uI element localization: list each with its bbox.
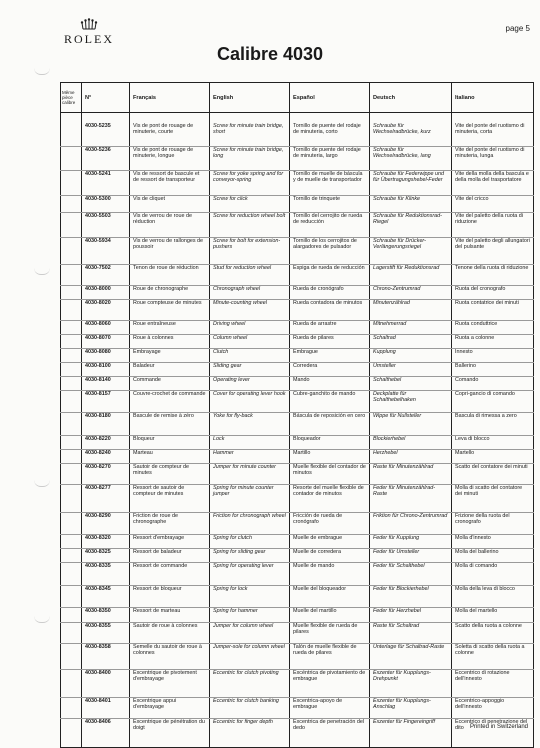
- cell-fr: Commande: [130, 377, 210, 391]
- cell-en: Lock: [210, 436, 290, 450]
- cell-de: Feder für Herzhebel: [370, 608, 452, 623]
- cell-code: 4030-5934: [82, 238, 130, 265]
- cell-same: [61, 238, 82, 265]
- table-row: [61, 363, 534, 377]
- cell-en: Screw for bolt for extension-pushers: [210, 238, 290, 265]
- cell-es: Fricción de rueda de cronógrafo: [290, 513, 370, 535]
- cell-es: Rueda de arrastre: [290, 321, 370, 335]
- cell-es: Mando: [290, 377, 370, 391]
- cell-es: Espiga de rueda de reducción: [290, 265, 370, 286]
- cell-en: Screw for minute train bridge, short: [210, 123, 290, 147]
- cell-es: Excentrica-apoyo de embrague: [290, 698, 370, 719]
- cell-code: 4030-8277: [82, 485, 130, 513]
- col-french: Français: [130, 83, 210, 113]
- cell-en: Column wheel: [210, 335, 290, 349]
- table-row: [61, 586, 534, 608]
- cell-it: Molla di scatto del contatore dei minuti: [452, 485, 534, 513]
- col-same-part: Même pièce calibre: [61, 83, 82, 113]
- table-row: [61, 623, 534, 644]
- cell-same: [61, 623, 82, 644]
- table-row: [61, 464, 534, 485]
- cell-same: [61, 213, 82, 238]
- cell-same: [61, 670, 82, 698]
- cell-code: 4030-8350: [82, 608, 130, 623]
- table-row: [61, 698, 534, 719]
- cell-code: 4030-8345: [82, 586, 130, 608]
- cell-fr: Semelle du sautoir de roue à colonnes: [130, 644, 210, 670]
- cell-en: Chronograph wheel: [210, 286, 290, 300]
- spacer-cell: [290, 113, 370, 124]
- cell-code: 4030-8240: [82, 450, 130, 464]
- cell-same: [61, 300, 82, 321]
- table-row: [61, 377, 534, 391]
- cell-it: Ballerino: [452, 363, 534, 377]
- cell-de: Lagerstift für Reduktionsrad: [370, 265, 452, 286]
- cell-code: 4030-8080: [82, 349, 130, 363]
- cell-same: [61, 391, 82, 413]
- cell-it: Molla del martello: [452, 608, 534, 623]
- table-row: [61, 563, 534, 586]
- cell-fr: Excentrique appui d'embrayage: [130, 698, 210, 719]
- table-row: [61, 171, 534, 196]
- cell-it: Vite del paletto degli allungatori del pulsante: [452, 238, 534, 265]
- cell-code: 4030-8070: [82, 335, 130, 349]
- cell-es: Tornillo de puente del rodaje de minuteria, largo: [290, 147, 370, 171]
- table-row: [61, 670, 534, 698]
- cell-es: Tornillo de los cerrojitos de alargadores de pulsador: [290, 238, 370, 265]
- cell-es: Tornillo de puente del rodaje de minuteria, corto: [290, 123, 370, 147]
- cell-code: 4030-8020: [82, 300, 130, 321]
- cell-de: Feder für Minutenzählrad-Raste: [370, 485, 452, 513]
- cell-en: Spring for clutch: [210, 535, 290, 549]
- cell-de: Schraube für Wechselradbrücke, lang: [370, 147, 452, 171]
- cell-it: Molla del ballerino: [452, 549, 534, 563]
- cell-fr: Baladeur: [130, 363, 210, 377]
- cell-de: Feder für Schalthebel: [370, 563, 452, 586]
- cell-same: [61, 349, 82, 363]
- cell-en: Screw for click: [210, 196, 290, 213]
- cell-code: 4030-8401: [82, 698, 130, 719]
- cell-de: Unterlage für Schaltrad-Raste: [370, 644, 452, 670]
- crown-icon: [80, 18, 98, 31]
- table-header: [61, 83, 534, 113]
- cell-fr: Sautoir de compteur de minutes: [130, 464, 210, 485]
- cell-same: [61, 363, 82, 377]
- cell-en: Clutch: [210, 349, 290, 363]
- cell-de: Schaltrad: [370, 335, 452, 349]
- cell-de: Feder für Kupplung: [370, 535, 452, 549]
- col-number: N°: [82, 83, 130, 113]
- cell-same: [61, 644, 82, 670]
- cell-code: 4030-8140: [82, 377, 130, 391]
- cell-de: Herzhebel: [370, 450, 452, 464]
- cell-code: 4030-8220: [82, 436, 130, 450]
- cell-same: [61, 171, 82, 196]
- cell-fr: Ressort d'embrayage: [130, 535, 210, 549]
- cell-code: 4030-8180: [82, 413, 130, 436]
- table-row: [61, 485, 534, 513]
- cell-en: Eccentric for clutch banking: [210, 698, 290, 719]
- cell-code: 4030-7502: [82, 265, 130, 286]
- cell-same: [61, 265, 82, 286]
- cell-en: Screw for yoke spring and for conveyor-spring: [210, 171, 290, 196]
- cell-de: Schraube für Drücker-Verlängerungsriegel: [370, 238, 452, 265]
- table-row: [61, 213, 534, 238]
- cell-de: Schraube für Federwippe und für Übertragungshebel-Feder: [370, 171, 452, 196]
- cell-en: Cover for operating lever hook: [210, 391, 290, 413]
- cell-fr: Vis de pont de rouage de minuterie, courte: [130, 123, 210, 147]
- spacer-cell: [452, 113, 534, 124]
- cell-same: [61, 608, 82, 623]
- table-row: [61, 719, 534, 748]
- cell-es: Tornillo de muelle de báscula y de muelle de transportador: [290, 171, 370, 196]
- table-row: [61, 265, 534, 286]
- table-row: [61, 413, 534, 436]
- page-number: page 5: [505, 24, 530, 33]
- cell-en: Jumper-sole for column wheel: [210, 644, 290, 670]
- cell-de: Raste für Minutenzählrad: [370, 464, 452, 485]
- cell-fr: Excentrique de pénétration du doigt: [130, 719, 210, 748]
- cell-same: [61, 335, 82, 349]
- cell-de: Blockierhebel: [370, 436, 452, 450]
- table-row: [61, 549, 534, 563]
- parts-table: [60, 82, 534, 748]
- cell-en: Spring for lock: [210, 586, 290, 608]
- cell-en: Friction for chronograph wheel: [210, 513, 290, 535]
- cell-fr: Ressort de sautoir de compteur de minutes: [130, 485, 210, 513]
- brand-name: ROLEX: [64, 32, 114, 46]
- cell-es: Resorte del muelle flexible de contador de minutos: [290, 485, 370, 513]
- spacer-cell: [210, 113, 290, 124]
- cell-it: Bascula di rimessa a zero: [452, 413, 534, 436]
- cell-it: Innesto: [452, 349, 534, 363]
- page-title: Calibre 4030: [216, 44, 324, 64]
- cell-same: [61, 123, 82, 147]
- cell-same: [61, 549, 82, 563]
- cell-de: Chrono-Zentrumrad: [370, 286, 452, 300]
- cell-same: [61, 586, 82, 608]
- punch-hole: [34, 268, 50, 275]
- cell-it: Molla di comando: [452, 563, 534, 586]
- cell-same: [61, 377, 82, 391]
- cell-fr: Excentrique de pivotement d'embrayage: [130, 670, 210, 698]
- table-row: [61, 513, 534, 535]
- cell-fr: Embrayage: [130, 349, 210, 363]
- cell-de: Minutenzählrad: [370, 300, 452, 321]
- cell-es: Tornillo del cerrojito de rueda de reducción: [290, 213, 370, 238]
- cell-en: Spring for sliding gear: [210, 549, 290, 563]
- cell-en: Screw for minute train bridge, long: [210, 147, 290, 171]
- cell-code: 4030-8320: [82, 535, 130, 549]
- cell-fr: Vis de verrou de roue de réduction: [130, 213, 210, 238]
- cell-same: [61, 563, 82, 586]
- table-row: [61, 349, 534, 363]
- cell-code: 4030-8060: [82, 321, 130, 335]
- cell-code: 4030-8406: [82, 719, 130, 748]
- cell-fr: Tenon de roue de réduction: [130, 265, 210, 286]
- cell-it: Eccentrico di penetrazione del dito: [452, 719, 534, 748]
- cell-fr: Ressort de bloqueur: [130, 586, 210, 608]
- spacer-cell: [370, 113, 452, 124]
- table-row: [61, 196, 534, 213]
- cell-en: Eccentric for clutch pivoting: [210, 670, 290, 698]
- cell-fr: Ressort de baladeur: [130, 549, 210, 563]
- cell-it: Scatto della ruota a colonne: [452, 623, 534, 644]
- spacer-cell: [130, 113, 210, 124]
- cell-fr: Bloqueur: [130, 436, 210, 450]
- cell-de: Wippe für Nullsteller: [370, 413, 452, 436]
- cell-code: 4030-8325: [82, 549, 130, 563]
- cell-code: 4030-5503: [82, 213, 130, 238]
- cell-it: Vite del cricco: [452, 196, 534, 213]
- cell-it: Ruota a colonne: [452, 335, 534, 349]
- col-italian: Italiano: [452, 83, 534, 113]
- cell-de: Schraube für Klinke: [370, 196, 452, 213]
- cell-es: Muelle del martillo: [290, 608, 370, 623]
- cell-fr: Roue de chronographe: [130, 286, 210, 300]
- table-row: [61, 335, 534, 349]
- cell-same: [61, 464, 82, 485]
- cell-es: Rueda contadora de minutos: [290, 300, 370, 321]
- cell-fr: Bascule de remise à zéro: [130, 413, 210, 436]
- cell-es: Excentrica de penetración del dedo: [290, 719, 370, 748]
- cell-en: Eccentric for finger depth: [210, 719, 290, 748]
- cell-fr: Vis de verrou de rallonges de poussoir: [130, 238, 210, 265]
- table-row: [61, 286, 534, 300]
- cell-it: Scatto del contatore dei minuti: [452, 464, 534, 485]
- cell-code: 4030-8100: [82, 363, 130, 377]
- cell-it: Copri-gancio di comando: [452, 391, 534, 413]
- cell-same: [61, 321, 82, 335]
- cell-es: Rueda de cronógrafo: [290, 286, 370, 300]
- cell-de: Feder für Blockierhebel: [370, 586, 452, 608]
- rolex-logo: [54, 18, 124, 47]
- cell-fr: Roue compteuse de minutes: [130, 300, 210, 321]
- table-row: [61, 300, 534, 321]
- cell-same: [61, 719, 82, 748]
- cell-en: Spring for hammer: [210, 608, 290, 623]
- cell-it: Vite del ponte del ruotismo di minuteria, lunga: [452, 147, 534, 171]
- cell-code: 4030-5241: [82, 171, 130, 196]
- cell-code: 4030-8270: [82, 464, 130, 485]
- cell-es: Muelle de mando: [290, 563, 370, 586]
- table-row: [61, 450, 534, 464]
- cell-same: [61, 535, 82, 549]
- cell-code: 4030-5236: [82, 147, 130, 171]
- cell-fr: Couvre-crochet de commande: [130, 391, 210, 413]
- col-english: English: [210, 83, 290, 113]
- cell-en: Spring for operating lever: [210, 563, 290, 586]
- cell-it: Frizione della ruota del cronografo: [452, 513, 534, 535]
- cell-es: Muelle flexible del contador de minutos: [290, 464, 370, 485]
- cell-es: Talón de muelle flexible de rueda de pilares: [290, 644, 370, 670]
- cell-en: Sliding gear: [210, 363, 290, 377]
- cell-code: 4030-8400: [82, 670, 130, 698]
- cell-it: Comando: [452, 377, 534, 391]
- cell-de: Mitnehmerrad: [370, 321, 452, 335]
- table-row: [61, 238, 534, 265]
- cell-en: Jumper for column wheel: [210, 623, 290, 644]
- cell-it: Tenone della ruota di riduzione: [452, 265, 534, 286]
- col-spanish: Español: [290, 83, 370, 113]
- footer-note: Printed in Switzerland: [469, 724, 528, 730]
- cell-it: Vite del ponte del ruotismo di minuteria, corta: [452, 123, 534, 147]
- cell-same: [61, 196, 82, 213]
- cell-es: Bloqueador: [290, 436, 370, 450]
- col-german: Deutsch: [370, 83, 452, 113]
- cell-de: Umsteller: [370, 363, 452, 377]
- cell-it: Vite della molla della bascula e della molla del trasportatore: [452, 171, 534, 196]
- cell-fr: Ressort de commande: [130, 563, 210, 586]
- cell-fr: Vis de pont de rouage de minuterie, longue: [130, 147, 210, 171]
- table-row: [61, 147, 534, 171]
- cell-it: Ruota conduttrice: [452, 321, 534, 335]
- cell-de: Raste für Schaltrad: [370, 623, 452, 644]
- table-row: [61, 321, 534, 335]
- cell-en: Operating lever: [210, 377, 290, 391]
- punch-hole: [34, 68, 50, 75]
- cell-de: Exzenter für Kupplungs-Drehpunkt: [370, 670, 452, 698]
- cell-en: Screw for reduction wheel bolt: [210, 213, 290, 238]
- table-row: [61, 608, 534, 623]
- cell-it: Leva di blocco: [452, 436, 534, 450]
- cell-code: 4030-8358: [82, 644, 130, 670]
- cell-fr: Marteau: [130, 450, 210, 464]
- cell-de: Feder für Umsteller: [370, 549, 452, 563]
- cell-code: 4030-8335: [82, 563, 130, 586]
- cell-same: [61, 413, 82, 436]
- cell-de: Schraube für Wechselradbrücke, kurz: [370, 123, 452, 147]
- cell-code: 4030-8157: [82, 391, 130, 413]
- cell-en: Driving wheel: [210, 321, 290, 335]
- table-row: [61, 535, 534, 549]
- cell-en: Hammer: [210, 450, 290, 464]
- cell-it: Molla della leva di blocco: [452, 586, 534, 608]
- cell-code: 4030-8290: [82, 513, 130, 535]
- cell-es: Martillo: [290, 450, 370, 464]
- cell-it: Soletta di scatto della ruota a colonne: [452, 644, 534, 670]
- cell-en: Jumper for minute counter: [210, 464, 290, 485]
- cell-es: Muelle de embrague: [290, 535, 370, 549]
- cell-fr: Sautoir de roue à colonnes: [130, 623, 210, 644]
- cell-same: [61, 450, 82, 464]
- cell-same: [61, 286, 82, 300]
- cell-en: Spring for minute counter jumper: [210, 485, 290, 513]
- cell-same: [61, 436, 82, 450]
- cell-it: Vite del paletto della ruota di riduzione: [452, 213, 534, 238]
- table-row: [61, 644, 534, 670]
- cell-en: Minute-counting wheel: [210, 300, 290, 321]
- cell-en: Stud for reduction wheel: [210, 265, 290, 286]
- cell-it: Martello: [452, 450, 534, 464]
- cell-es: Rueda de pilares: [290, 335, 370, 349]
- cell-es: Embrague: [290, 349, 370, 363]
- cell-fr: Vis de ressort de bascule et de ressort de transporteur: [130, 171, 210, 196]
- cell-es: Tornillo de trinquete: [290, 196, 370, 213]
- cell-same: [61, 485, 82, 513]
- cell-fr: Vis de cliquet: [130, 196, 210, 213]
- cell-it: Eccentrico di rotazione dell'innesto: [452, 670, 534, 698]
- cell-de: Friktion für Chrono-Zentrumrad: [370, 513, 452, 535]
- cell-de: Schraube für Reduktionsrad-Riegel: [370, 213, 452, 238]
- cell-es: Excéntrica de pivotamiento de embrague: [290, 670, 370, 698]
- cell-fr: Roue à colonnes: [130, 335, 210, 349]
- table-row: [61, 123, 534, 147]
- table-row: [61, 391, 534, 413]
- cell-code: 4030-8355: [82, 623, 130, 644]
- cell-same: [61, 698, 82, 719]
- cell-code: 4030-5235: [82, 123, 130, 147]
- cell-code: 4030-8000: [82, 286, 130, 300]
- cell-it: Molla d'innesto: [452, 535, 534, 549]
- cell-de: Schalthebel: [370, 377, 452, 391]
- cell-de: Exzenter für Fingereingriff: [370, 719, 452, 748]
- spacer-row: [61, 113, 534, 124]
- cell-same: [61, 513, 82, 535]
- cell-fr: Ressort de marteau: [130, 608, 210, 623]
- cell-fr: Friction de roue de chronographe: [130, 513, 210, 535]
- cell-same: [61, 147, 82, 171]
- spacer-cell: [61, 113, 82, 124]
- cell-es: Muelle flexible de rueda de pilares: [290, 623, 370, 644]
- cell-de: Exzenter für Kupplungs-Anschlag: [370, 698, 452, 719]
- table-row: [61, 436, 534, 450]
- punch-hole: [34, 616, 50, 623]
- cell-it: Eccentrico-appoggio dell'innesto: [452, 698, 534, 719]
- cell-es: Muelle de corredera: [290, 549, 370, 563]
- cell-code: 4030-5300: [82, 196, 130, 213]
- cell-it: Ruota del cronografo: [452, 286, 534, 300]
- cell-es: Cubre-ganchito de mando: [290, 391, 370, 413]
- spacer-cell: [82, 113, 130, 124]
- cell-es: Muelle del bloqueador: [290, 586, 370, 608]
- cell-de: Deckplatte für Schalthebelhaken: [370, 391, 452, 413]
- cell-fr: Roue entraîneuse: [130, 321, 210, 335]
- cell-de: Kupplung: [370, 349, 452, 363]
- cell-en: Yoke for fly-back: [210, 413, 290, 436]
- punch-hole: [34, 480, 50, 487]
- cell-es: Corredera: [290, 363, 370, 377]
- cell-it: Ruota contatrice dei minuti: [452, 300, 534, 321]
- cell-es: Báscula de reposición en cero: [290, 413, 370, 436]
